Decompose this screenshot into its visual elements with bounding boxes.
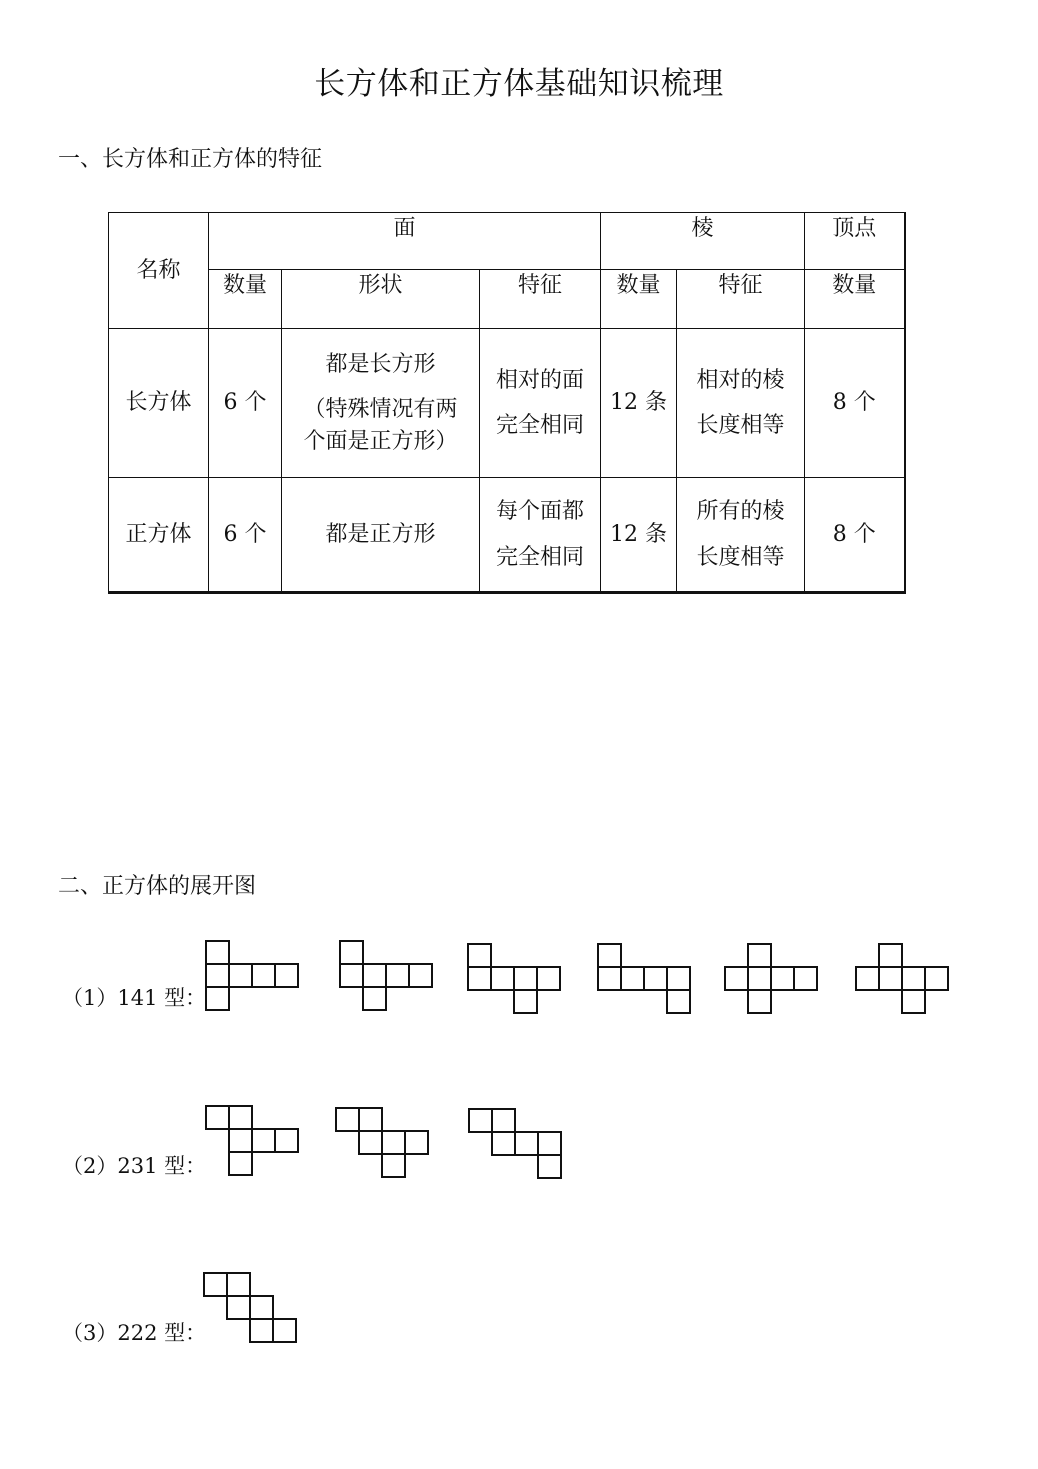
cube-net-diagram [597,943,693,1015]
cube-net-diagram [335,1107,431,1179]
edge-feature-line: 长度相等 [696,544,785,570]
edge-feature-line: 所有的棱 [696,499,785,524]
header-face: 面 [209,213,601,270]
header-face-count: 数量 [209,270,282,329]
header-vertex: 顶点 [805,213,905,270]
table-row [109,329,905,478]
section-heading-features: 一、长方体和正方体的特征 [58,147,323,172]
face-feature-line: 完全相同 [495,413,584,438]
row-cuboid-face-count: 6 个 [209,329,282,478]
row-cube-face-feature [480,478,601,593]
face-shape-line: （特殊情况有两 [303,397,458,423]
section-heading-nets: 二、正方体的展开图 [58,874,257,899]
edge-feature-line: 长度相等 [696,413,785,438]
cube-net-diagram [468,1108,564,1180]
header-face-shape: 形状 [282,270,480,329]
row-cuboid-name: 长方体 [109,329,209,478]
row-cuboid-edge-feature [677,329,805,478]
page-title: 长方体和正方体基础知识梳理 [314,66,724,102]
face-feature-line: 相对的面 [495,367,584,393]
header-vertex-count: 数量 [805,270,905,329]
row-cube-edge-feature [677,478,805,593]
cube-net-diagram [203,1272,299,1344]
table-row [109,478,905,593]
face-feature-line: 每个面都 [495,499,584,524]
net-label-141: （1）141 型： [62,986,207,1010]
header-edge: 棱 [601,213,805,270]
header-edge-count: 数量 [601,270,677,329]
face-shape-line: 个面是正方形） [303,428,458,454]
cube-net-diagram [855,943,951,1015]
row-cuboid-face-shape [282,329,480,478]
row-cuboid-face-feature [480,329,601,478]
row-cube-vertex-count: 8 个 [805,478,905,593]
face-feature-line: 完全相同 [495,544,584,570]
cube-net-diagram [205,940,301,1010]
row-cube-name: 正方体 [109,478,209,593]
row-cuboid-edge-count: 12 条 [601,329,677,478]
header-name: 名称 [109,213,209,329]
cube-net-diagram [467,943,563,1015]
face-shape-line: 都是长方形 [325,351,436,377]
cube-net-diagram [724,943,820,1015]
row-cube-edge-count: 12 条 [601,478,677,593]
cube-net-diagram [205,1105,301,1177]
row-cube-face-shape: 都是正方形 [282,478,480,593]
header-edge-feature: 特征 [677,270,805,329]
features-table [108,212,906,594]
row-cuboid-vertex-count: 8 个 [805,329,905,478]
cube-net-diagram [339,940,435,1012]
table-subheader-row [109,270,905,329]
row-cube-face-count: 6 个 [209,478,282,593]
header-face-feature: 特征 [480,270,601,329]
net-label-231: （2）231 型： [62,1154,207,1178]
edge-feature-line: 相对的棱 [696,367,785,393]
net-label-222: （3）222 型： [62,1321,207,1345]
table-header-row [109,213,905,270]
